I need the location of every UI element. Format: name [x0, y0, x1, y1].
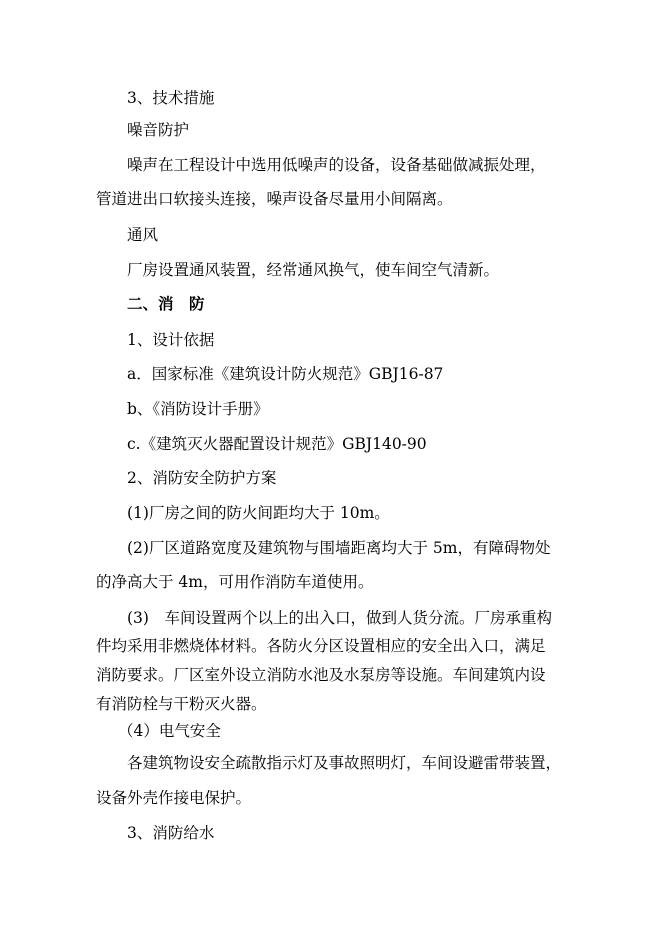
- basis-item-c: c.《建筑灭火器配置设计规范》GBJ140-90: [127, 435, 427, 453]
- plan-item-3-line-2: 件均采用非燃烧体材料。各防火分区设置相应的安全出入口，满足: [96, 637, 546, 655]
- subheading-ventilation: 通风: [127, 226, 159, 244]
- plan-item-1: (1)厂房之间的防火间距均大于 10m。: [127, 504, 390, 522]
- plan-item-4-title: （4）电气安全: [118, 722, 221, 740]
- plan-item-4-line-1: 各建筑物设安全疏散指示灯及事故照明灯，车间设避雷带装置，: [127, 754, 562, 772]
- section-title-technical-measures: 3、技术措施: [127, 89, 215, 107]
- plan-item-3-line-1: (3) 车间设置两个以上的出入口，做到人货分流。厂房承重构: [127, 609, 552, 627]
- plan-item-2-line-1: (2)厂区道路宽度及建筑物与围墙距离均大于 5m，有障碍物处: [127, 539, 551, 557]
- plan-item-3-line-4: 有消防栓与干粉灭火器。: [96, 695, 267, 713]
- basis-item-b: b、《消防设计手册》: [127, 400, 269, 418]
- paragraph-noise-line-1: 噪声在工程设计中选用低噪声的设备，设备基础做减振处理，: [127, 156, 546, 174]
- chapter-heading-fire-protection: 二、消 防: [127, 294, 205, 313]
- section-title-fire-water-supply: 3、消防给水: [127, 824, 215, 842]
- subheading-noise-protection: 噪音防护: [127, 121, 190, 139]
- section-title-fire-safety-plan: 2、消防安全防护方案: [127, 469, 277, 487]
- paragraph-ventilation: 厂房设置通风装置，经常通风换气，使车间空气清新。: [127, 261, 500, 279]
- paragraph-noise-line-2: 管道进出口软接头连接，噪声设备尽量用小间隔离。: [96, 190, 453, 208]
- plan-item-2-line-2: 的净高大于 4m，可用作消防车道使用。: [96, 573, 374, 591]
- basis-item-a: a．国家标准《建筑设计防火规范》GBJ16-87: [127, 365, 444, 383]
- section-title-design-basis: 1、设计依据: [127, 331, 215, 349]
- plan-item-4-line-2: 设备外壳作接电保护。: [96, 789, 252, 807]
- plan-item-3-line-3: 消防要求。厂区室外设立消防水池及水泵房等设施。车间建筑内设: [96, 666, 546, 684]
